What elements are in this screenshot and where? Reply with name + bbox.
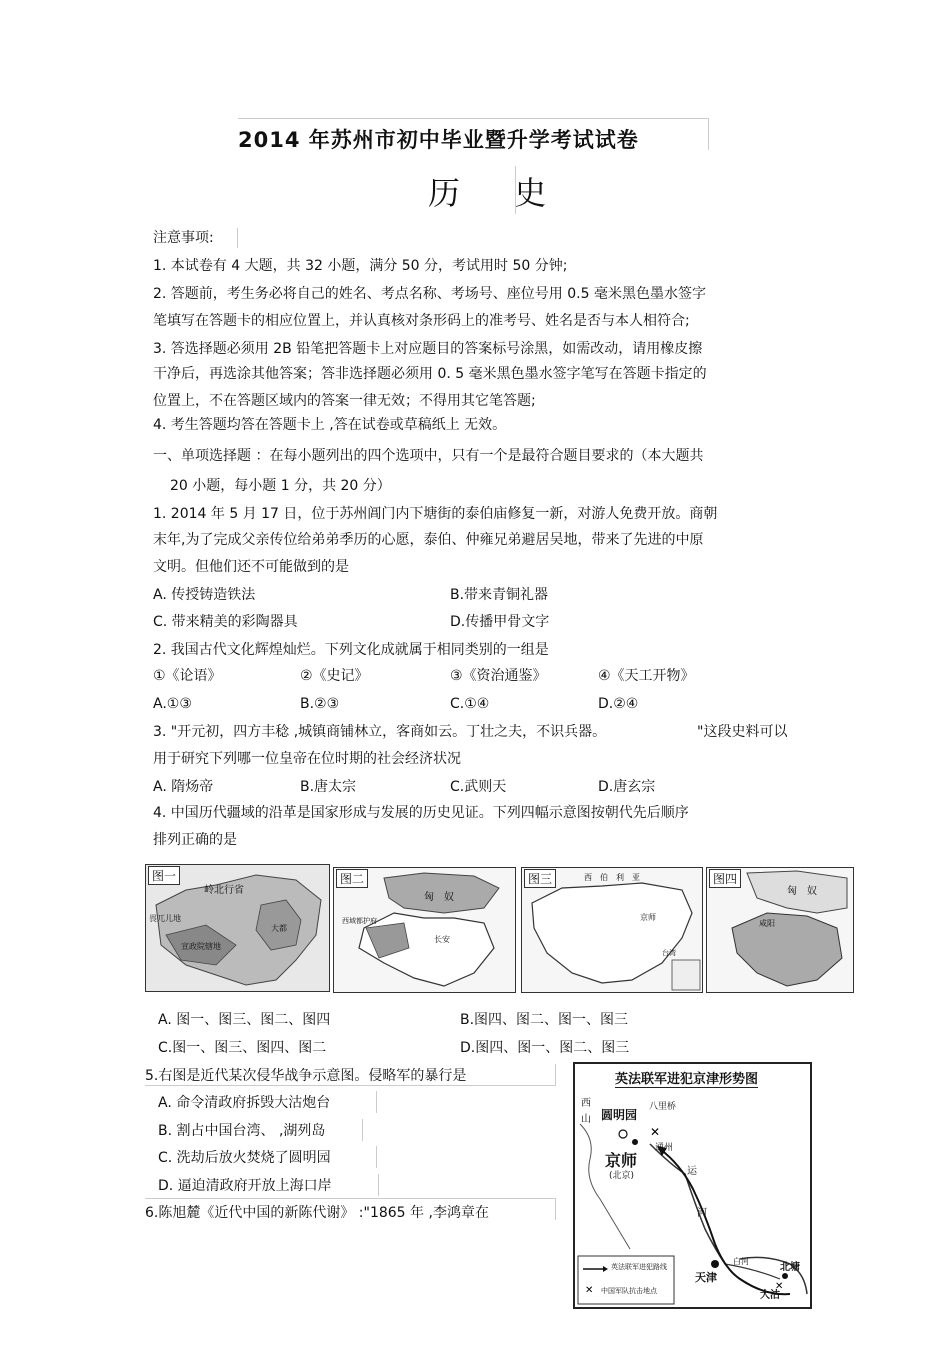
- svg-text:✕: ✕: [650, 1125, 661, 1139]
- divider: [378, 1174, 379, 1196]
- map-place: 京师: [605, 1151, 638, 1170]
- map-place: 大沽: [760, 1290, 780, 1301]
- legend-route: 英法联军进犯路线: [611, 1263, 667, 1271]
- q3-stem: "这段史料可以: [697, 724, 788, 740]
- q5-option-c: C. 洗劫后放火焚烧了圆明园: [158, 1150, 331, 1166]
- q2-item: ③《资治通鉴》: [450, 668, 547, 684]
- notice-item: 干净后，再选涂其他答案；答非选择题必须用 0. 5 毫米黑色墨水签字笔写在答题卡指定的: [153, 366, 707, 382]
- q3-stem: 3. "开元初，四方丰稔 ,城镇商铺林立，客商如云。丁壮之夫，不识兵器。: [153, 724, 607, 740]
- q3-stem: 用于研究下列哪一位皇帝在位时期的社会经济状况: [153, 751, 461, 767]
- map-place: 畏兀儿地: [149, 914, 181, 923]
- q5-stem: 5.右图是近代某次侵华战争示意图。侵略军的暴行是: [145, 1068, 467, 1084]
- map-place: 台湾: [662, 949, 676, 957]
- divider: [555, 1198, 556, 1220]
- q2-item: ①《论语》: [153, 668, 222, 684]
- divider: [238, 118, 708, 119]
- q2-option-a: A.①③: [153, 696, 192, 712]
- map-place: 天津: [695, 1271, 717, 1284]
- q1-stem: 末年,为了完成父亲传位给弟弟季历的心愿，泰伯、仲雍兄弟避居吴地，带来了先进的中原: [153, 532, 704, 548]
- map-figure-1: [145, 864, 330, 992]
- map-figure-3: [521, 867, 703, 993]
- q2-option-b: B.②③: [300, 696, 340, 712]
- map-place: 西 伯 利 亚: [584, 873, 640, 882]
- q2-option-c: C.①④: [450, 696, 490, 712]
- q5-option-b: B. 割占中国台湾、 ,湖列岛: [158, 1123, 326, 1139]
- divider: [145, 1198, 555, 1199]
- q3-option-b: B.唐太宗: [300, 779, 357, 795]
- notice-heading: 注意事项:: [153, 230, 214, 246]
- section-heading: 一、单项选择题 ：在每小题列出的四个选项中，只有一个是最符合题目要求的（本大题共: [153, 448, 704, 464]
- q2-option-d: D.②④: [598, 696, 639, 712]
- notice-item: 4. 考生答题均答在答题卡上 ,答在试卷或草稿纸上 无效。: [153, 417, 507, 433]
- q5-option-a: A. 命令清政府拆毁大沽炮台: [158, 1095, 331, 1111]
- q2-item: ②《史记》: [300, 668, 369, 684]
- notice-item: 笔填写在答题卡的相应位置上，并认真核对条形码上的准考号、姓名是否与本人相符合;: [153, 313, 690, 329]
- map-place: 山: [581, 1114, 591, 1125]
- map-place: 西域都护府: [342, 917, 377, 925]
- q5-option-d: D. 逼迫清政府开放上海口岸: [158, 1178, 332, 1194]
- map-1-label: 图一: [148, 866, 180, 885]
- map-place: 通州: [655, 1143, 674, 1153]
- q6-stem: 6.陈旭麓《近代中国的新陈代谢》 :"1865 年 ,李鸿章在: [145, 1205, 489, 1221]
- svg-text:✕: ✕: [585, 1285, 594, 1296]
- battle-map-figure: [573, 1062, 812, 1309]
- map-3-label: 图三: [524, 869, 556, 888]
- map-4-label: 图四: [709, 869, 741, 888]
- exam-title: 2014 年苏州市初中毕业暨升学考试试卷: [238, 128, 639, 152]
- notice-item: 位置上，不在答题区域内的答案一律无效；不得用其它笔答题;: [153, 393, 536, 409]
- map-place: 白河: [733, 1257, 749, 1266]
- map-place: 大都: [271, 924, 287, 933]
- legend-battle: 中国军队抗击地点: [601, 1287, 657, 1295]
- map-figure-4: [706, 867, 854, 993]
- svg-text:✕: ✕: [775, 1281, 784, 1292]
- map-place: 京师: [640, 913, 656, 922]
- map-place: (北京): [609, 1171, 635, 1181]
- map-place: 运: [687, 1166, 697, 1177]
- battle-map-title: 英法联军进犯京津形势图: [615, 1068, 758, 1088]
- divider: [376, 1091, 377, 1113]
- q4-option-c: C.图一、图三、图四、图二: [158, 1040, 327, 1056]
- q1-stem: 文明。但他们还不可能做到的是: [153, 559, 349, 575]
- q2-item: ④《天工开物》: [598, 668, 695, 684]
- q1-option-b: B.带来青铜礼器: [450, 587, 549, 603]
- divider: [237, 228, 238, 248]
- q1-stem: 1. 2014 年 5 月 17 日，位于苏州阊门内下塘街的泰伯庙修复一新，对游人免费开放。商朝: [153, 506, 718, 522]
- divider: [376, 1146, 377, 1168]
- map-place: 圆明园: [601, 1108, 638, 1122]
- map-place: 宣政院辖地: [181, 942, 221, 951]
- q4-option-a: A. 图一、图三、图二、图四: [158, 1012, 331, 1028]
- divider: [555, 1064, 556, 1086]
- map-place: 匈 奴: [424, 892, 454, 903]
- q1-option-c: C. 带来精美的彩陶器具: [153, 614, 298, 630]
- q3-option-a: A. 隋炀帝: [153, 779, 214, 795]
- map-place: 河: [697, 1208, 707, 1219]
- subject-title: 历 史: [428, 174, 569, 212]
- map-place: 咸阳: [759, 919, 775, 928]
- q4-option-d: D.图四、图一、图二、图三: [460, 1040, 630, 1056]
- notice-item: 2. 答题前，考生务必将自己的姓名、考点名称、考场号、座位号用 0.5 毫米黑色墨水签字: [153, 286, 706, 302]
- map-2-label: 图二: [336, 869, 368, 888]
- map-place: 匈 奴: [787, 886, 817, 897]
- map-figure-2: [333, 867, 516, 993]
- q3-option-c: C.武则天: [450, 779, 507, 795]
- notice-item: 1. 本试卷有 4 大题，共 32 小题，满分 50 分，考试用时 50 分钟;: [153, 258, 568, 274]
- q3-option-d: D.唐玄宗: [598, 779, 656, 795]
- map-place: 西: [581, 1098, 591, 1109]
- divider: [708, 118, 709, 150]
- q4-stem: 4. 中国历代疆域的沿革是国家形成与发展的历史见证。下列四幅示意图按朝代先后顺序: [153, 805, 689, 821]
- q2-stem: 2. 我国古代文化辉煌灿烂。下列文化成就属于相同类别的一组是: [153, 642, 549, 658]
- q4-option-b: B.图四、图二、图一、图三: [460, 1012, 629, 1028]
- q1-option-a: A. 传授铸造铁法: [153, 587, 256, 603]
- section-subheading: 20 小题，每小题 1 分，共 20 分）: [170, 478, 391, 494]
- divider: [362, 1119, 363, 1141]
- q4-stem: 排列正确的是: [153, 832, 237, 848]
- divider: [515, 166, 516, 214]
- q1-option-d: D.传播甲骨文字: [450, 614, 550, 630]
- map-place: 岭北行省: [204, 885, 244, 896]
- notice-item: 3. 答选择题必须用 2B 铅笔把答题卡上对应题目的答案标号涂黑，如需改动，请用橡皮擦: [153, 341, 703, 357]
- map-place: 长安: [434, 935, 450, 944]
- map-place: 北塘: [780, 1262, 800, 1273]
- divider: [145, 1085, 555, 1086]
- map-place: 八里桥: [649, 1102, 677, 1112]
